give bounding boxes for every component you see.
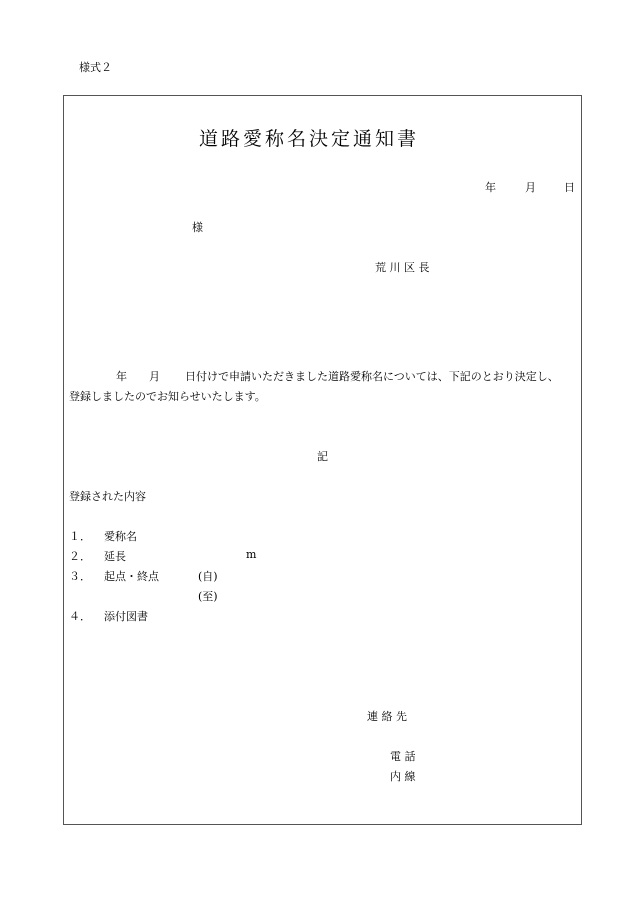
item-3-from: (自)	[198, 570, 218, 583]
item-4-number: ４．	[69, 610, 91, 623]
date-year-label: 年	[485, 181, 496, 194]
body-month-label: 月	[149, 370, 160, 383]
contact-extension-label: 内 線	[390, 770, 416, 783]
form-number: 様式２	[79, 61, 112, 74]
recipient-suffix: 様	[192, 221, 203, 234]
body-year-label: 年	[116, 370, 127, 383]
contact-phone-label: 電 話	[390, 750, 416, 763]
item-3-number: ３．	[69, 570, 91, 583]
item-1-label: 愛称名	[104, 530, 137, 543]
date-day-label: 日	[564, 181, 575, 194]
issuer-name: 荒 川 区 長	[375, 261, 430, 274]
body-line-2: 登録しましたのでお知らせいたします。	[69, 390, 266, 403]
item-3-label: 起点・終点	[104, 570, 159, 583]
item-1-number: １．	[69, 530, 91, 543]
body-line-1: 日付けで申請いただきました道路愛称名については、下記のとおり決定し、	[185, 370, 559, 383]
item-3-to: (至)	[198, 590, 218, 603]
ki-heading: 記	[317, 450, 328, 463]
item-2-label: 延長	[104, 550, 126, 563]
item-2-unit: m	[246, 548, 257, 561]
item-2-number: ２．	[69, 550, 91, 563]
date-month-label: 月	[525, 181, 536, 194]
registered-heading: 登録された内容	[69, 490, 146, 503]
document-title: 道路愛称名決定通知書	[199, 128, 420, 150]
item-4-label: 添付図書	[104, 610, 148, 623]
contact-heading: 連 絡 先	[367, 710, 407, 723]
